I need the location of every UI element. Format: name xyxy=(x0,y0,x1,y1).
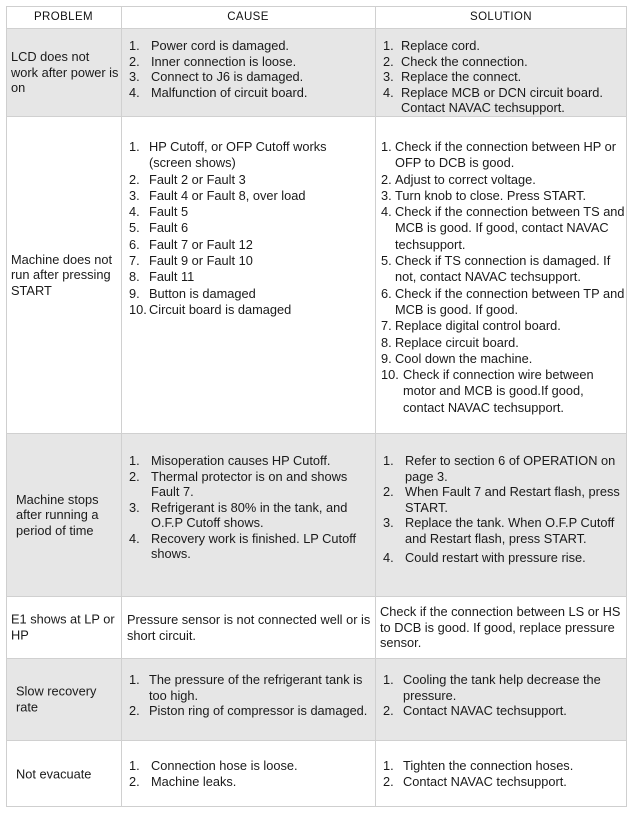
row-divider xyxy=(6,433,627,434)
problem-text: LCD does not work after power is on xyxy=(11,48,119,95)
item-number: 1. xyxy=(383,672,394,687)
row-divider xyxy=(6,28,627,29)
item-text: Replace the connect. xyxy=(401,69,522,84)
item-number: 10. xyxy=(129,301,147,317)
item-text: Fault 7 or Fault 12 xyxy=(149,236,253,252)
item-text: Turn knob to close. Press START. xyxy=(395,187,587,203)
table-border xyxy=(6,6,627,807)
item-text: Adjust to correct voltage. xyxy=(395,171,536,187)
item-number: 8. xyxy=(129,269,140,285)
item-text: Replace cord. xyxy=(401,38,480,53)
item-number: 2. xyxy=(381,171,392,187)
item-text: Button is damaged xyxy=(149,285,256,301)
row-divider xyxy=(6,116,627,117)
item-number: 6. xyxy=(129,236,140,252)
item-number: 1. xyxy=(129,38,140,53)
item-number: 3. xyxy=(381,187,392,203)
item-number: 4. xyxy=(129,204,140,220)
item-text: Fault 5 xyxy=(149,204,189,220)
item-number: 2. xyxy=(129,703,140,718)
item-number: 9. xyxy=(129,285,140,301)
header-cause: CAUSE xyxy=(227,11,269,23)
problem-text: Machine does not run after pressing START xyxy=(11,251,113,298)
item-text: Check if connection wire between motor and MCB is good.If good, contact NAVAC techsupport. xyxy=(403,367,594,415)
item-text: The pressure of the refrigerant tank is too high. xyxy=(149,672,363,703)
item-number: 1. xyxy=(383,38,394,53)
problem-text: E1 shows at LP or HP xyxy=(11,611,115,642)
item-number: 7. xyxy=(381,318,392,334)
item-text: Could restart with pressure rise. xyxy=(405,550,586,565)
item-text: Thermal protector is on and shows Fault 7. xyxy=(151,468,348,499)
item-number: 4. xyxy=(381,204,392,220)
item-text: Connection hose is loose. xyxy=(151,758,298,773)
item-number: 6. xyxy=(381,285,392,301)
column-divider xyxy=(375,6,376,807)
item-number: 1. xyxy=(129,672,140,687)
item-text: Contact NAVAC techsupport. xyxy=(403,703,567,718)
problem-text: Machine stops after running a period of time xyxy=(16,491,99,538)
item-number: 3. xyxy=(129,499,140,515)
item-text: Fault 4 or Fault 8, over load xyxy=(149,187,306,203)
item-number: 2. xyxy=(383,703,394,718)
item-number: 2. xyxy=(383,484,394,499)
item-number: 1. xyxy=(381,139,392,154)
item-number: 2. xyxy=(383,53,394,69)
item-text: Misoperation causes HP Cutoff. xyxy=(151,453,331,468)
item-text: HP Cutoff, or OFP Cutoff works (screen shows) xyxy=(149,139,327,171)
item-number: 4. xyxy=(383,550,394,565)
troubleshooting-table xyxy=(6,6,627,807)
cause-text: Pressure sensor is not connected well or is short circuit. xyxy=(127,612,371,643)
item-number: 4. xyxy=(129,84,140,100)
item-text: Fault 2 or Fault 3 xyxy=(149,171,246,187)
item-text: Tighten the connection hoses. xyxy=(403,758,574,773)
row-divider xyxy=(6,740,627,741)
item-text: Refer to section 6 of OPERATION on page 3. xyxy=(405,453,616,484)
item-number: 4. xyxy=(383,84,394,100)
item-number: 7. xyxy=(129,253,140,269)
item-number: 3. xyxy=(383,515,394,530)
row-divider xyxy=(6,658,627,659)
header-solution: SOLUTION xyxy=(470,11,532,23)
item-number: 2. xyxy=(129,468,140,484)
item-text: Fault 11 xyxy=(149,269,195,285)
item-number: 5. xyxy=(129,220,140,236)
item-text: Cool down the machine. xyxy=(395,350,533,366)
item-number: 3. xyxy=(129,69,140,84)
item-text: Inner connection is loose. xyxy=(151,53,297,69)
item-text: Refrigerant is 80% in the tank, and O.F.P Cutoff shows. xyxy=(151,499,348,530)
item-text: Power cord is damaged. xyxy=(151,38,289,53)
item-number: 3. xyxy=(383,69,394,84)
problem-text: Not evacuate xyxy=(16,765,92,781)
item-text: Replace circuit board. xyxy=(395,334,519,350)
item-text: Fault 6 xyxy=(149,220,189,236)
item-text: Check if the connection between TS and MCB is good. If good, contact NAVAC techsupport. xyxy=(395,204,625,252)
item-number: 1. xyxy=(129,139,140,154)
item-number: 2. xyxy=(129,773,140,789)
item-text: Piston ring of compressor is damaged. xyxy=(149,703,368,718)
item-text: Fault 9 or Fault 10 xyxy=(149,253,253,269)
item-text: Malfunction of circuit board. xyxy=(151,84,308,100)
item-number: 1. xyxy=(129,453,140,468)
item-number: 5. xyxy=(381,253,392,269)
column-divider xyxy=(121,6,122,807)
item-text: Cooling the tank help decrease the pressure. xyxy=(403,672,601,703)
item-number: 2. xyxy=(129,171,140,187)
item-text: Contact NAVAC techsupport. xyxy=(403,773,567,789)
row-divider xyxy=(6,596,627,597)
header-problem: PROBLEM xyxy=(33,11,94,23)
item-text: Check if TS connection is damaged. If not, contact NAVAC techsupport. xyxy=(395,253,611,285)
item-number: 8. xyxy=(381,334,392,350)
item-number: 1. xyxy=(129,758,140,773)
item-text: Replace digital control board. xyxy=(395,318,561,334)
item-number: 4. xyxy=(129,530,140,546)
solution-text: Check if the connection between LS or HS to DCB is good. If good, replace pressure sensor. xyxy=(380,604,621,650)
item-text: Check if the connection between TP and MCB is good. If good. xyxy=(395,285,625,317)
item-text: Machine leaks. xyxy=(151,773,237,789)
item-number: 1. xyxy=(383,453,394,468)
item-text: Connect to J6 is damaged. xyxy=(151,69,304,84)
item-text: Circuit board is damaged xyxy=(149,301,292,317)
item-text: Recovery work is finished. LP Cutoff shows. xyxy=(151,530,357,561)
item-number: 2. xyxy=(383,773,394,789)
item-number: 1. xyxy=(383,758,394,773)
item-number: 10. xyxy=(381,367,399,383)
item-text: Check the connection. xyxy=(401,53,528,69)
item-text: When Fault 7 and Restart flash, press START. xyxy=(405,484,620,515)
problem-text: Slow recovery rate xyxy=(16,683,97,714)
item-number: 2. xyxy=(129,53,140,69)
item-number: 3. xyxy=(129,187,140,203)
item-text: Check if the connection between HP or OFP to DCB is good. xyxy=(395,139,616,171)
item-number: 9. xyxy=(381,350,392,366)
item-text: Replace the tank. When O.F.P Cutoff and Restart flash, press START. xyxy=(405,515,615,546)
item-text: Replace MCB or DCN circuit board. Contact NAVAC techsupport. xyxy=(401,84,603,115)
